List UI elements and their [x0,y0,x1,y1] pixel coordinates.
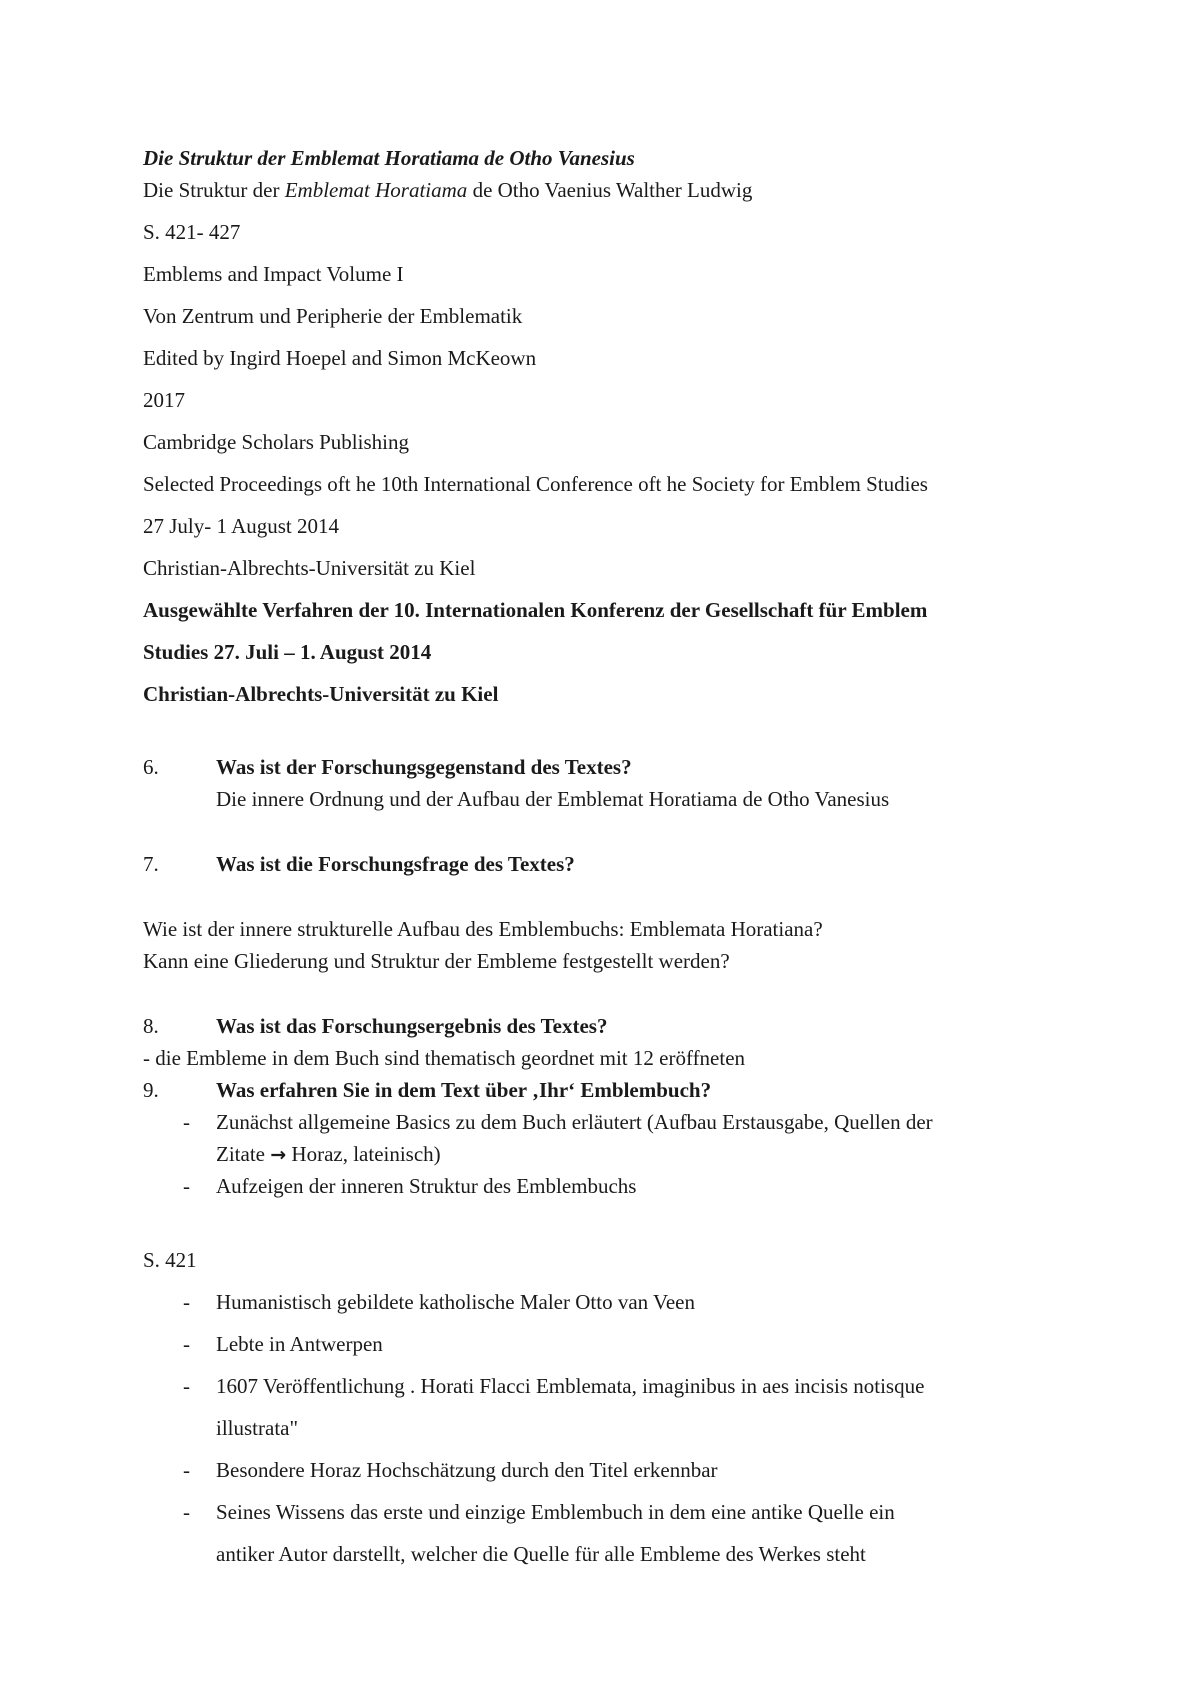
question-8-text: Was ist das Forschungsergebnis des Textes? [216,1014,608,1038]
question-6-answer: Die innere Ordnung und der Aufbau der Emblemat Horatiama de Otho Vanesius [216,787,890,811]
question-6-number: 6. [143,755,159,779]
question-9-bullet-2: Aufzeigen der inneren Struktur des Emblembuchs [216,1174,637,1198]
publisher: Cambridge Scholars Publishing [143,430,409,454]
document-title: Die Struktur der Emblemat Horatiama de Otho Vanesius [143,146,635,170]
note-item-2: Lebte in Antwerpen [216,1332,383,1356]
book-title: Emblems and Impact Volume I [143,262,404,286]
note-item-3-line-1: 1607 Veröffentlichung . Horati Flacci Emblemata, imaginibus in aes incisis notisque [216,1374,925,1398]
page-range: S. 421- 427 [143,220,241,244]
question-7-text: Was ist die Forschungsfrage des Textes? [216,852,575,876]
editors: Edited by Ingird Hoepel and Simon McKeown [143,346,537,370]
note-item-4: Besondere Horaz Hochschätzung durch den Titel erkennbar [216,1458,718,1482]
question-7-answer-1: Wie ist der innere strukturelle Aufbau des Emblembuchs: Emblemata Horatiana? [143,917,823,941]
note-item-3-line-2: illustrata" [216,1416,299,1440]
question-7-answer-2: Kann eine Gliederung und Struktur der Embleme festgestellt werden? [143,949,730,973]
bullet-1-suffix: Horaz, lateinisch) [286,1142,441,1166]
question-8-number: 8. [143,1014,159,1038]
note-item-5-line-1: Seines Wissens das erste und einzige Emblembuch in dem eine antike Quelle ein [216,1500,895,1524]
question-9-number: 9. [143,1078,159,1102]
question-8-answer: - die Embleme in dem Buch sind thematisch geordnet mit 12 eröffneten [143,1046,746,1070]
university: Christian-Albrechts-Universität zu Kiel [143,556,476,580]
bullet-dash: - [183,1290,190,1314]
question-9-bullet-1-line-1: Zunächst allgemeine Basics zu dem Buch erläutert (Aufbau Erstausgabe, Quellen der [216,1110,933,1134]
question-9-bullet-1-line-2 [216,1140,441,1169]
bullet-dash: - [183,1500,190,1524]
citation-line [143,176,752,204]
bullet-1-prefix: Zitate [216,1142,271,1166]
note-item-1: Humanistisch gebildete katholische Maler Otto van Veen [216,1290,695,1314]
citation-italic-title: Emblemat Horatiama [284,178,468,202]
note-item-5-line-2: antiker Autor darstellt, welcher die Quelle für alle Embleme des Werkes steht [216,1542,866,1566]
german-translation-line-2: Studies 27. Juli – 1. August 2014 [143,640,432,664]
notes-page-reference: S. 421 [143,1248,197,1272]
year: 2017 [143,388,185,412]
bullet-dash: - [183,1332,190,1356]
german-translation-line-3: Christian-Albrechts-Universität zu Kiel [143,682,499,706]
bullet-dash: - [183,1110,190,1134]
question-9-text: Was erfahren Sie in dem Text über ‚Ihr‘ Emblembuch? [216,1078,712,1102]
bullet-dash: - [183,1458,190,1482]
bullet-dash: - [183,1174,190,1198]
question-6-text: Was ist der Forschungsgegenstand des Textes? [216,755,632,779]
right-arrow-icon: → [270,1144,287,1166]
bullet-dash: - [183,1374,190,1398]
citation-suffix: de Otho Vaenius Walther Ludwig [467,178,753,202]
citation-prefix: Die Struktur der [143,178,285,202]
proceedings: Selected Proceedings oft he 10th International Conference oft he Society for Emblem Studies [143,472,928,496]
german-translation-line-1: Ausgewählte Verfahren der 10. Internationalen Konferenz der Gesellschaft für Emblem [143,598,928,622]
question-7-number: 7. [143,852,159,876]
book-subtitle: Von Zentrum und Peripherie der Emblematik [143,304,523,328]
conference-dates: 27 July- 1 August 2014 [143,514,340,538]
